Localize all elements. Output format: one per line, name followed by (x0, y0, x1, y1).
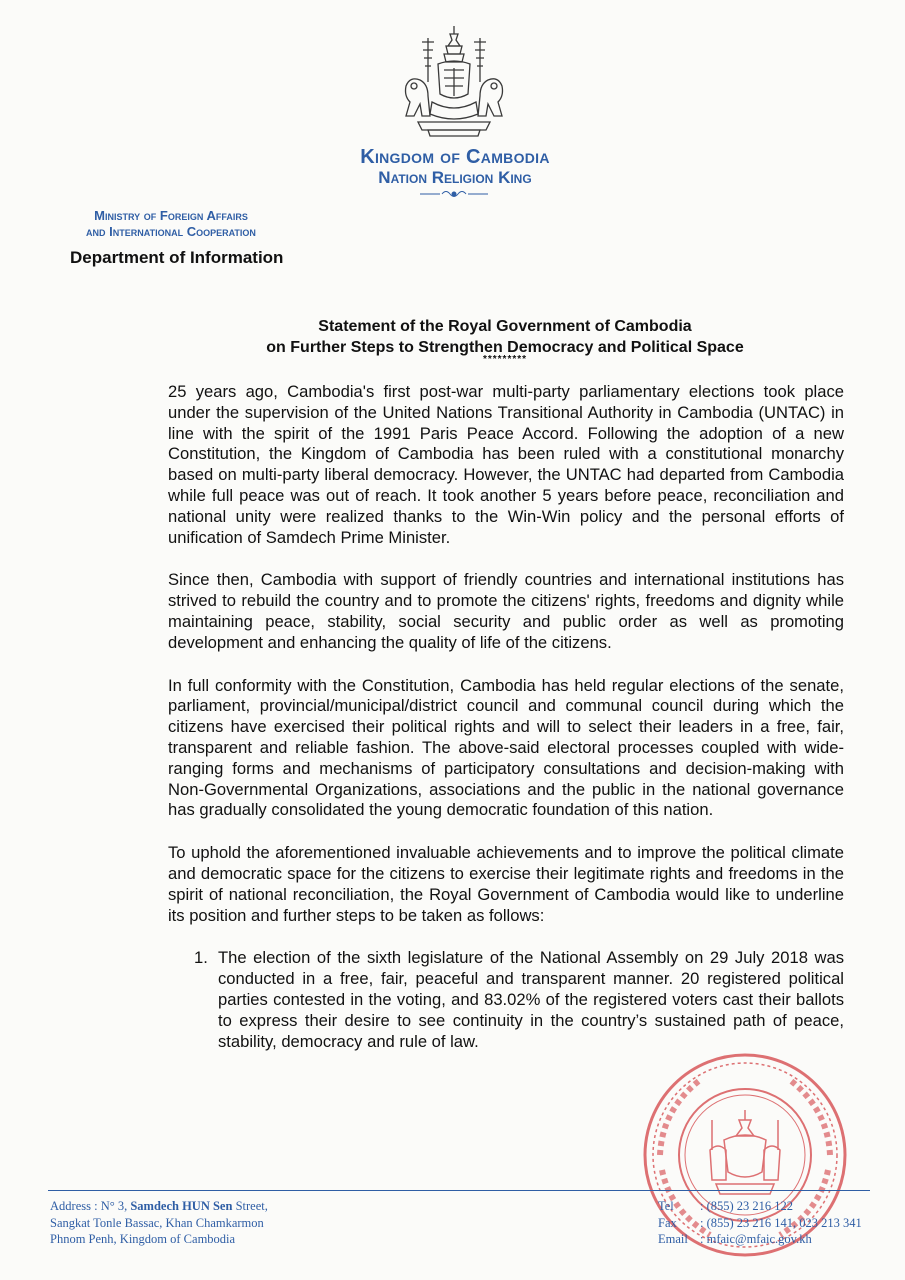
paragraph: To uphold the aforementioned invaluable achievements and to improve the political climate and democratic space for the citizens to exercise their legitimate rights and freedoms in the spirit of national reconciliation, the Royal Government of Cambodia would like to underline its position and further steps to be taken as follows: (168, 843, 844, 925)
kingdom-heading: Kingdom of Cambodia (360, 146, 550, 168)
address-line-2: Sangkat Tonle Bassac, Khan Chamkarmon (50, 1215, 264, 1230)
statement-title-line-2: on Further Steps to Strengthen Democracy and Political Space (266, 339, 744, 356)
title-separator: ********* (482, 354, 528, 365)
contact-tel (658, 1198, 862, 1215)
list-item-number: 1. (194, 948, 208, 968)
address-prefix: Address : N° 3, (50, 1199, 131, 1213)
list-item (168, 948, 844, 1052)
email-label: Email (658, 1232, 688, 1246)
footer-divider (48, 1190, 870, 1191)
footer-contact (658, 1198, 862, 1248)
address-suffix: Street, (232, 1199, 268, 1213)
ministry-name (40, 208, 302, 240)
royal-coat-of-arms-icon (398, 24, 510, 140)
fax-label: Fax (658, 1215, 677, 1230)
address-line-1 (50, 1198, 268, 1215)
email-value[interactable]: : mfaic@mfaic.gov.kh (700, 1232, 812, 1246)
statement-title-line-1: Statement of the Royal Government of Cambodia (318, 318, 692, 335)
paragraph: 25 years ago, Cambodia's first post-war multi-party parliamentary elections took place under the supervision of the United Nations Transitional Authority in Cambodia (UNTAC) in line with the spirit of the 1991 Paris Peace Accord. Following the adoption of a new Constitution, the Kingdom of Cambodia has been ruled with a constitutional monarchy based on multi-party liberal democracy. However, the UNTAC had departed from Cambodia while full peace was out of reach. It took another 5 years before peace, reconciliation and national unity were realized thanks to the Win-Win policy and the personal efforts of unification of Samdech Prime Minister. (168, 382, 844, 547)
decorative-flourish-icon (418, 188, 490, 200)
department-name: Department of Information (70, 248, 284, 267)
fax-value: : (855) 23 216 141, 023 213 341 (700, 1215, 862, 1230)
contact-email (658, 1231, 862, 1248)
tel-label: Tel (658, 1199, 674, 1213)
ministry-line-1: Ministry of Foreign Affairs (94, 208, 248, 223)
national-motto: Nation Religion King (378, 168, 532, 187)
tel-value: : (855) 23 216 122 (700, 1199, 794, 1213)
statement-body (168, 382, 844, 1052)
contact-fax (658, 1215, 862, 1232)
list-item-text: The election of the sixth legislature of the National Assembly on 29 July 2018 was conducted in a free, fair, peaceful and transparent manner. 20 registered political parties contested in the voting, and 83.02% of the registered voters cast their ballots to express their desire to see continuity in the country’s sustained path of peace, stability, democracy and rule of law. (218, 948, 844, 1051)
address-street-name: Samdech HUN Sen (130, 1199, 233, 1213)
address-line-3: Phnom Penh, Kingdom of Cambodia (50, 1232, 236, 1246)
paragraph: Since then, Cambodia with support of friendly countries and international institutions has strived to rebuild the country and to promote the citizens' rights, freedoms and dignity while maintaining peace, stability, social security and public order as well as promoting development and enhancing the quality of life of the citizens. (168, 570, 844, 652)
footer-address (50, 1198, 268, 1248)
statement-title (160, 316, 850, 358)
ministry-line-2: and International Cooperation (86, 224, 256, 239)
paragraph: In full conformity with the Constitution, Cambodia has held regular elections of the senate, parliament, provincial/municipal/district council and communal council during which the citizens have exercised their political rights and will to select their leaders in a free, fair, transparent and reliable fashion. The above-said electoral processes coupled with wide-ranging forms and mechanisms of participatory consultations and decision-making with Non-Governmental Organizations, associations and the public in the national governance has gradually consolidated the young democratic foundation of this nation. (168, 675, 844, 820)
